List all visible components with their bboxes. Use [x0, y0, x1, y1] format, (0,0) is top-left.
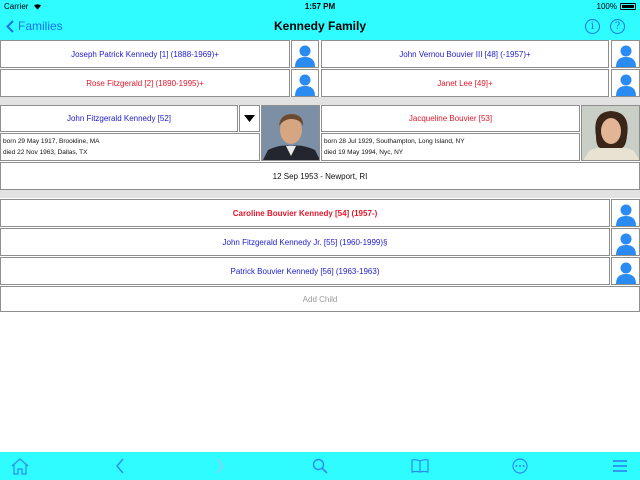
husband-name-cell[interactable]: John Fitzgerald Kennedy [52] [0, 105, 238, 132]
battery-icon [620, 3, 636, 10]
person-silhouette-icon[interactable] [611, 257, 640, 285]
child-row[interactable]: Caroline Bouvier Kennedy [54] (1957-) [0, 199, 610, 227]
navigation-bar [0, 14, 640, 40]
husband-photo[interactable] [261, 105, 320, 161]
triangle-down-icon [244, 115, 255, 122]
clock: 1:57 PM [304, 2, 336, 11]
person-silhouette-icon[interactable] [611, 40, 640, 68]
help-button[interactable]: ? [610, 19, 625, 34]
child-row[interactable]: John Fitzgerald Kennedy Jr. [55] (1960-1999)§ [0, 228, 610, 256]
person-silhouette-icon[interactable] [611, 199, 640, 227]
forward-arrow-icon[interactable] [210, 457, 230, 475]
wife-death: died 19 May 1994, Nyc, NY [324, 149, 404, 156]
search-icon[interactable] [310, 457, 330, 475]
child-row[interactable]: Patrick Bouvier Kennedy [56] (1963-1963) [0, 257, 610, 285]
section-separator [0, 190, 640, 198]
back-arrow-icon[interactable] [110, 457, 130, 475]
battery-percent: 100% [596, 2, 617, 11]
status-bar [0, 0, 640, 14]
husband-death: died 22 Nov 1963, Dallas, TX [3, 149, 88, 156]
info-button[interactable]: i [585, 19, 600, 34]
wife-details [321, 133, 580, 161]
carrier-label: Carrier [4, 2, 29, 11]
husband-father-cell[interactable]: Joseph Patrick Kennedy [1] (1888-1969)+ [0, 40, 290, 68]
section-separator [0, 97, 640, 105]
bottom-toolbar [0, 452, 640, 480]
husband-mother-cell[interactable]: Rose Fitzgerald [2] (1890-1995)+ [0, 69, 290, 97]
home-icon[interactable] [10, 457, 30, 475]
more-icon[interactable] [510, 457, 530, 475]
wife-mother-cell[interactable]: Janet Lee [49]+ [321, 69, 609, 97]
wife-birth: born 28 Jul 1929, Southampton, Long Island, NY [324, 138, 465, 145]
person-silhouette-icon[interactable] [291, 69, 319, 97]
dropdown-button[interactable] [239, 105, 260, 132]
husband-details [0, 133, 260, 161]
person-silhouette-icon[interactable] [291, 40, 319, 68]
menu-icon[interactable] [610, 457, 630, 475]
page-title: Kennedy Family [273, 19, 367, 33]
wife-father-cell[interactable]: John Vernou Bouvier III [48] (-1957)+ [321, 40, 609, 68]
battery-indicator [597, 2, 636, 11]
wife-photo[interactable] [581, 105, 640, 161]
person-silhouette-icon[interactable] [611, 69, 640, 97]
book-icon[interactable] [410, 457, 430, 475]
add-child-button[interactable]: Add Child [0, 286, 640, 312]
wifi-icon [33, 3, 42, 10]
marriage-info[interactable]: 12 Sep 1953 - Newport, RI [0, 162, 640, 190]
wife-name-cell[interactable]: Jacqueline Bouvier [53] [321, 105, 580, 132]
husband-birth: born 29 May 1917, Brookline, MA [3, 138, 100, 145]
person-silhouette-icon[interactable] [611, 228, 640, 256]
back-label: Families [18, 19, 63, 33]
